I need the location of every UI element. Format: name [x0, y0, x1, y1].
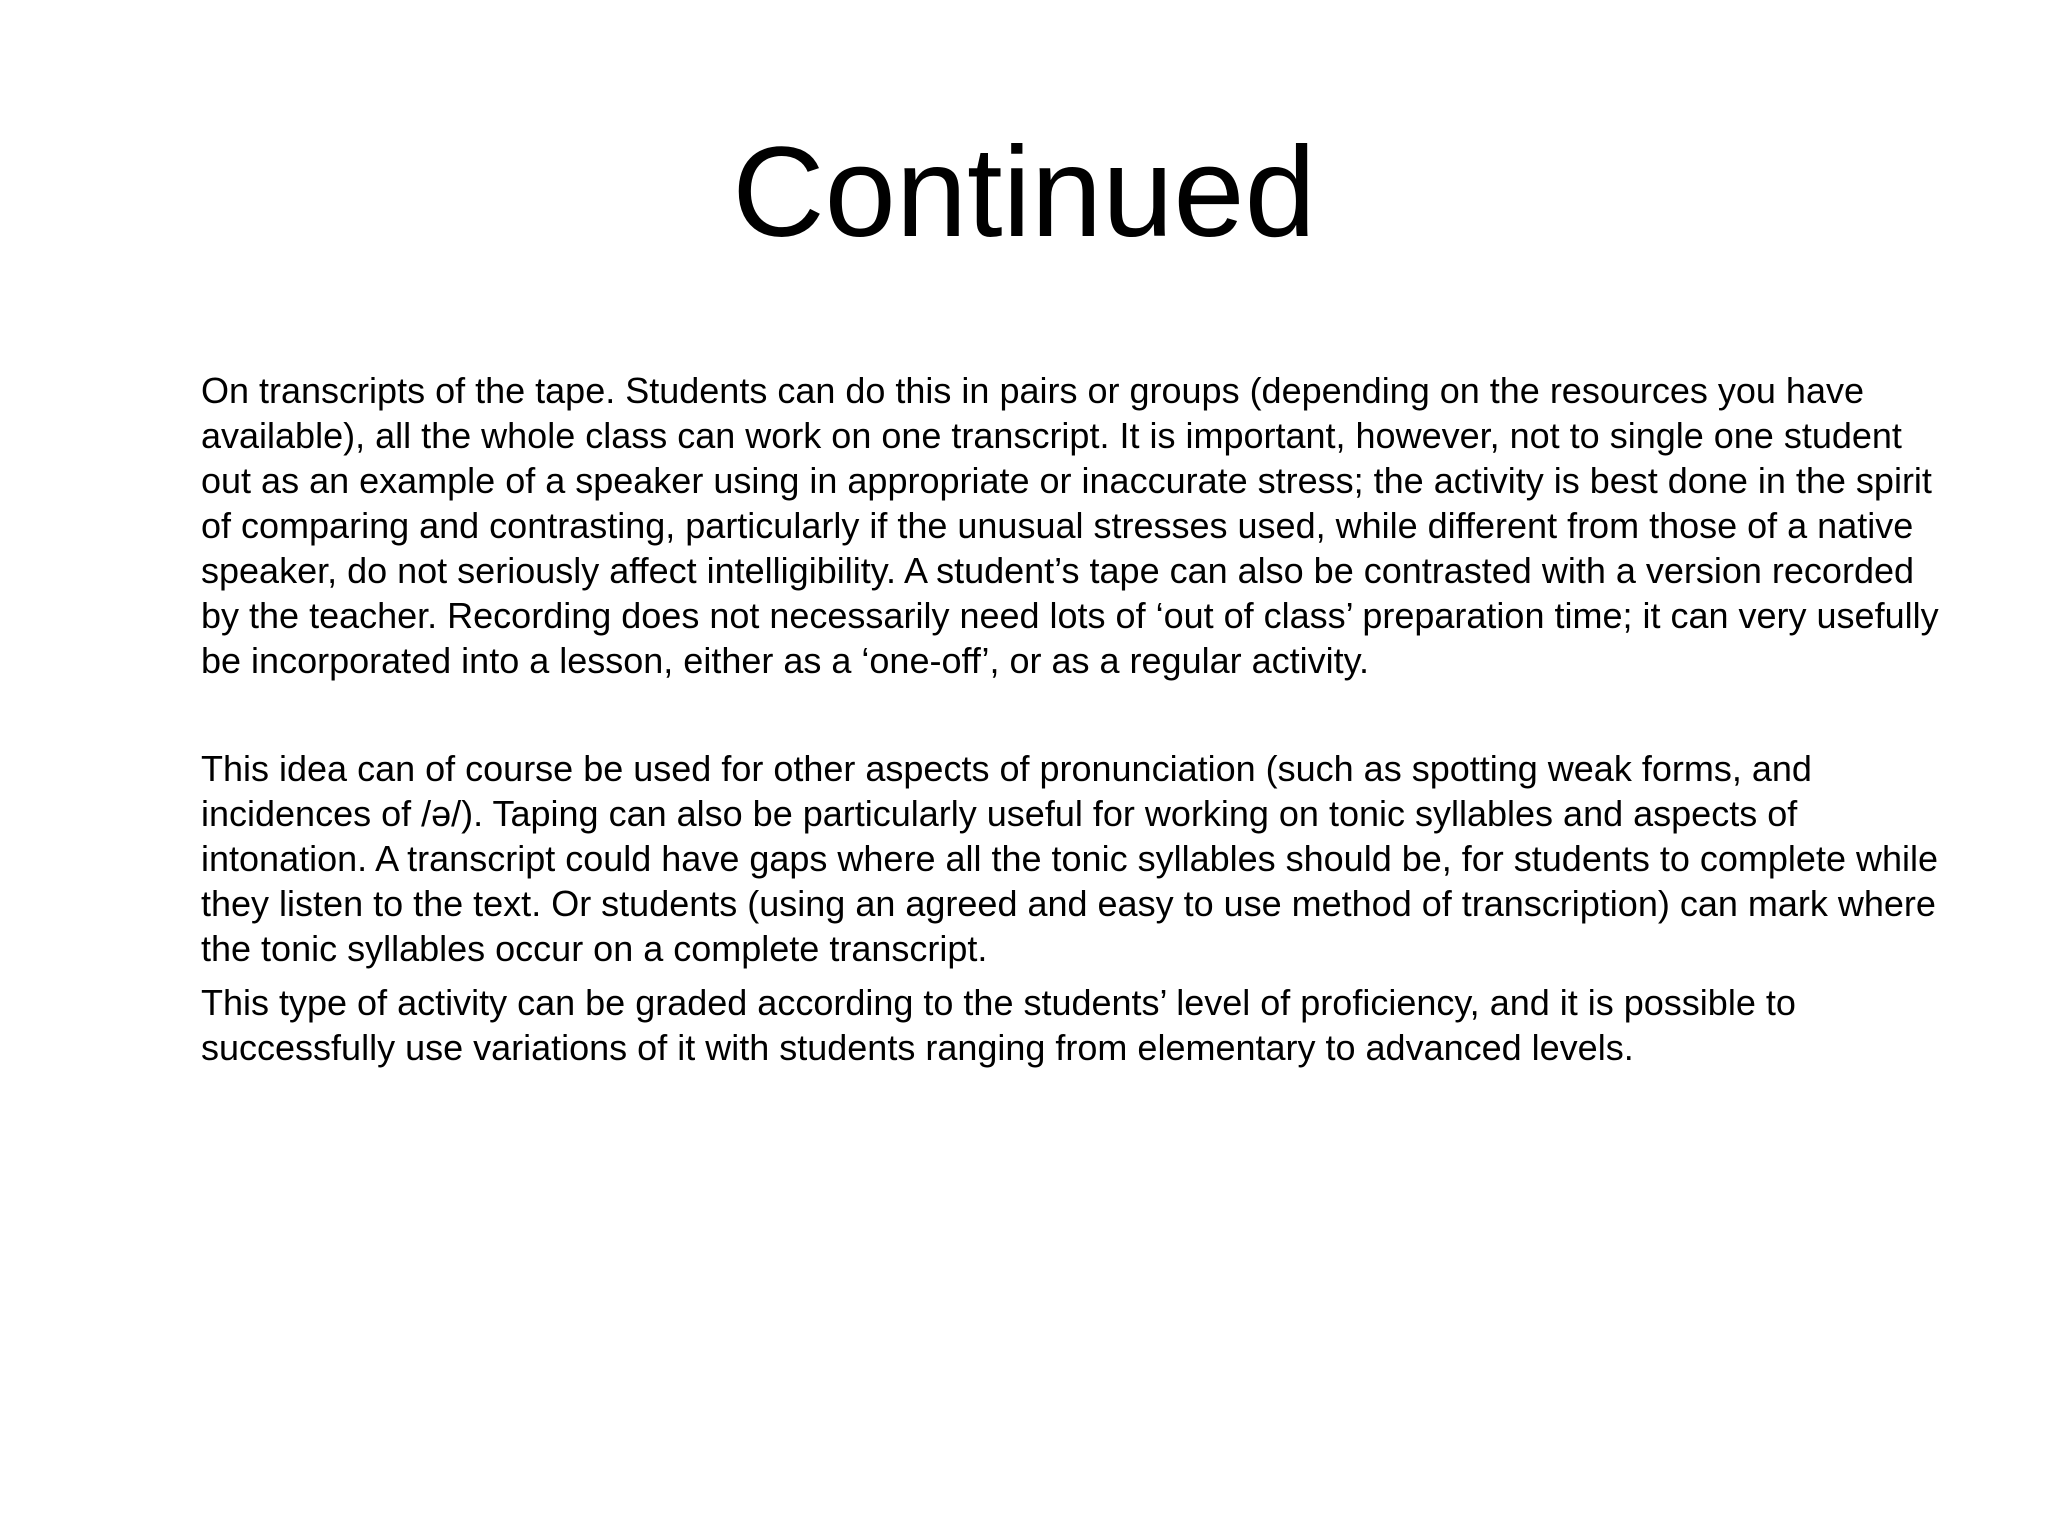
- body-paragraph-1: On transcripts of the tape. Students can do this in pairs or groups (depending on the resources you have available), all the whole class can work on one transcript. It is important, however, not to single one student out as an example of a speaker using in appropriate or inaccurate stress; the activity is best done in the spirit of comparing and contrasting, particularly if the unusual stresses used, while different from those of a native speaker, do not seriously affect intelligibility. A student’s tape can also be contrasted with a version recorded by the teacher. Recording does not necessarily need lots of ‘out of class’ preparation time; it can very usefully be incorporated into a lesson, either as a ‘one-off’, or as a regular activity.: [201, 370, 1939, 681]
- slide-body: [201, 368, 1961, 1070]
- slide-title: Continued: [732, 121, 1316, 264]
- body-paragraph-3: This type of activity can be graded according to the students’ level of proficiency, and it is possible to successfully use variations of it with students ranging from elementary to advanced levels.: [201, 982, 1796, 1068]
- body-paragraph-2: This idea can of course be used for other aspects of pronunciation (such as spotting weak forms, and incidences of /ə/). Taping can also be particularly useful for working on tonic syllables and aspects of intonation. A transcript could have gaps where all the tonic syllables should be, for students to complete while they listen to the text. Or students (using an agreed and easy to use method of transcription) can mark where the tonic syllables occur on a complete transcript.: [201, 748, 1939, 969]
